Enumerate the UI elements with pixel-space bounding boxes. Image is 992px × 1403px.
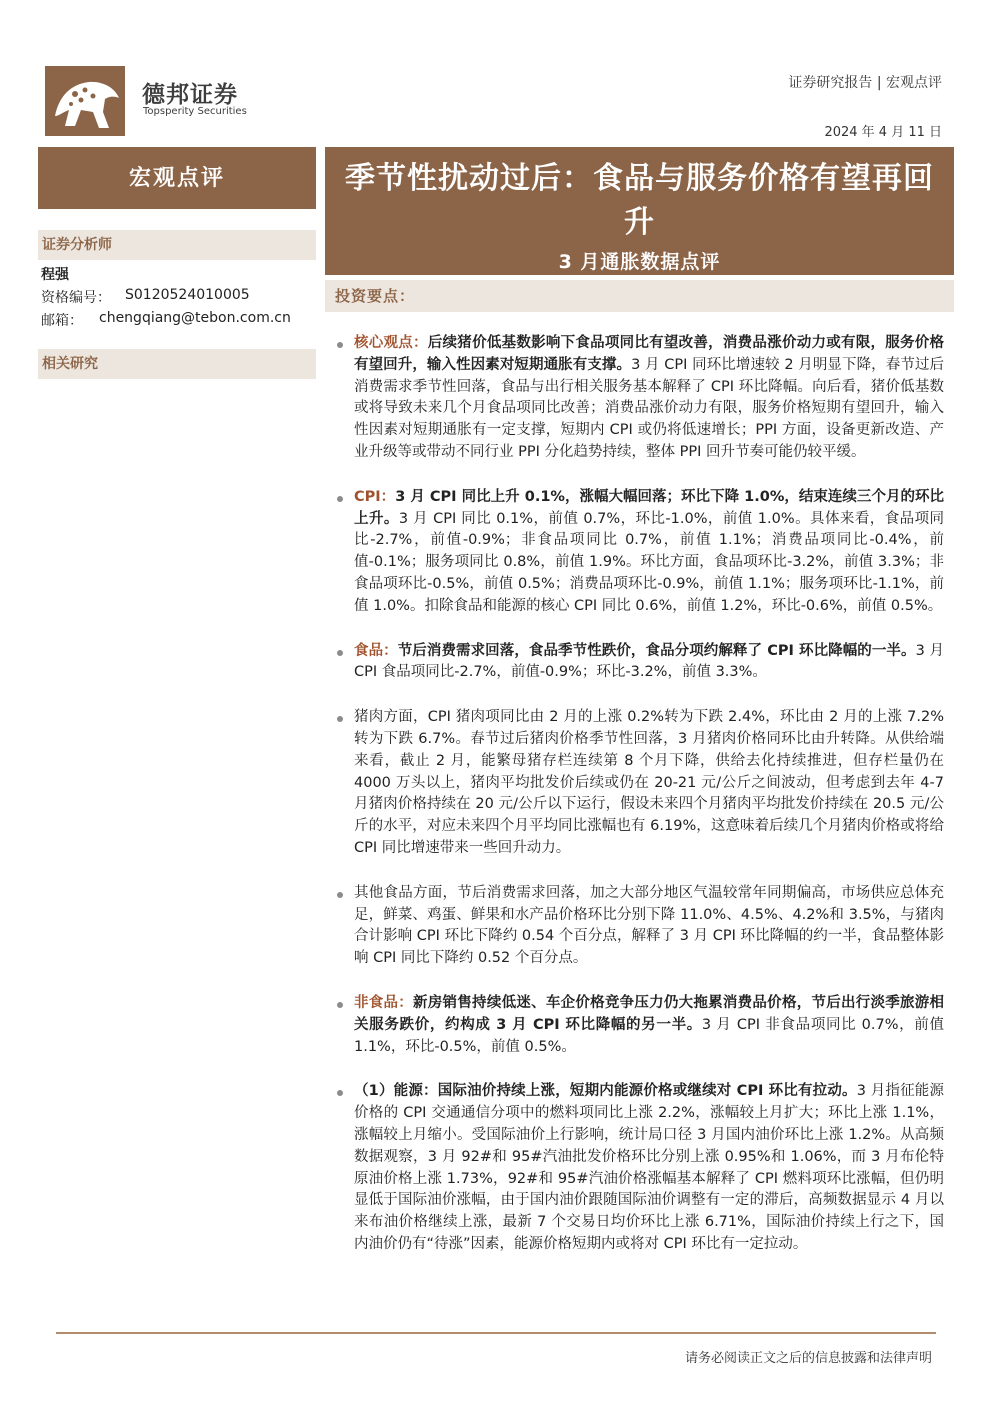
brand-english-name: Topsperity Securities xyxy=(143,106,247,117)
bullet-icon xyxy=(337,1002,343,1008)
bullet-icon xyxy=(337,1090,343,1096)
paragraph-lead: 3 月 CPI 同比上升 0.1%，涨幅大幅回落；环比下降 1.0%，结束连续三个月的环比上升。 xyxy=(354,488,944,527)
paragraph-other-food xyxy=(337,883,944,970)
bullet-icon xyxy=(337,650,343,656)
paragraph-text: 猪肉方面，CPI 猪肉项同比由 2 月的上涨 0.2%转为下跌 2.4%，环比由 2 月的上涨 7.2%转为下跌 6.7%。春节过后猪肉价格季节性回落，3 月猪肉价格同环比由升转降。从供给端来看，截止 2 月，能繁母猪存栏连续第 8 个月下降，供给去化持续推进，但存栏量仍在 4000 万头以上，猪肉平均批发价后续或仍在 20-21 元/公斤之间波动，但考虑到去年 4-7 月猪肉价格持续在 20 元/公斤以下运行，假设未来四个月猪肉平均批发价持续在 20.5 元/公斤的水平，对应未来四个月平均同比涨幅也有 6.19%，这意味着后续几个月猪肉价格或将给 CPI 同比增速带来一些回升动力。 xyxy=(354,709,944,856)
footer-divider xyxy=(56,1332,936,1334)
paragraph-non-food xyxy=(337,993,944,1058)
license-value: S0120524010005 xyxy=(125,287,250,303)
paragraph-label: 核心观点： xyxy=(354,335,428,351)
bullet-icon xyxy=(337,716,343,722)
report-title: 季节性扰动过后：食品与服务价格有望再回升 xyxy=(345,161,934,240)
tebon-logo xyxy=(45,66,125,136)
bullet-icon xyxy=(337,892,343,898)
title-banner xyxy=(325,147,954,275)
key-points-header: 投资要点： xyxy=(325,280,954,312)
bullet-icon xyxy=(337,342,343,348)
paragraph-core-view xyxy=(337,333,944,464)
email-link[interactable]: chengqiang@tebon.com.cn xyxy=(99,310,291,326)
paragraph-cpi xyxy=(337,487,944,618)
paragraph-text: 3 月 CPI 食品项同比-2.7%，前值-0.9%；环比-3.2%，前值 3.3%。 xyxy=(354,642,945,681)
license-row xyxy=(41,287,250,307)
analyst-name: 程强 xyxy=(41,267,69,283)
document-type: 证券研究报告 | 宏观点评 xyxy=(788,75,942,91)
paragraph-text: 3 月 CPI 非食品项同比 0.7%，前值 1.1%，环比-0.5%，前值 0.5%。 xyxy=(354,1016,944,1055)
paragraph-food xyxy=(337,641,944,685)
license-label: 资格编号： xyxy=(41,290,111,306)
paragraph-lead: （1）能源：国际油价持续上涨，短期内能源价格或继续对 CPI 环比有拉动。 xyxy=(354,1083,857,1100)
paragraph-text: 3 月 CPI 同环比增速较 2 月明显下降，春节过后消费需求季节性回落，食品与出行相关服务基本解释了 CPI 环比降幅。向后看，猪价低基数或将导致未来几个月食品项同比改善；消费品涨价动力有限，服务价格短期有望回升，输入性因素对短期通胀有一定支撑，短期内 CPI 或仍将低速增长；PPI 方面，设备更新改造、产业升级等或带动不同行业 PPI 分化趋势持续，整体 PPI 回升节奏可能仍较平缓。 xyxy=(354,356,945,460)
paragraph-text: 其他食品方面，节后消费需求回落，加之大部分地区气温较常年同期偏高，市场供应总体充足，鲜菜、鸡蛋、鲜果和水产品价格环比分别下降 11.0%、4.5%、4.2%和 3.5%，与猪肉合计影响 CPI 环比下降约 0.54 个百分点，解释了 3 月 CPI 环比降幅的约一半，食品整体影响 CPI 同比下降约 0.52 个百分点。 xyxy=(354,884,944,967)
paragraph-lead: 新房销售持续低迷、车企价格竞争压力仍大拖累消费品价格，节后出行淡季旅游相关服务跌价，约构成 3 月 CPI 环比降幅的另一半。 xyxy=(354,994,945,1033)
paragraph-pork xyxy=(337,707,944,860)
footer-disclaimer: 请务必阅读正文之后的信息披露和法律声明 xyxy=(684,1351,932,1366)
paragraph-label: 非食品： xyxy=(354,994,414,1011)
category-banner: 宏观点评 xyxy=(38,147,316,209)
paragraph-text: 3 月指征能源价格的 CPI 交通通信分项中的燃料项同比上涨 2.2%，涨幅较上月扩大；环比上涨 1.1%，涨幅较上月缩小。受国际油价上行影响，统计局口径 3 月国内油价环比上涨 1.2%。从高频数据观察，3 月 92#和 95#汽油批发价格环比分别上涨 0.95%和 1.06%，而 3 月布伦特原油价格上涨 1.73%，92#和 95#汽油价格涨幅基本解释了 CPI 燃料项环比涨幅，但仍明显低于国际油价涨幅，由于国内油价跟随国际油价调整有一定的滞后，高频数据显示 4 月以来布油价格继续上涨，最新 7 个交易日均价环比上涨 6.71%，国际油价持续上行之下，国内油价仍有“待涨”因素，能源价格短期内或将对 CPI 环比有一定拉动。 xyxy=(354,1083,944,1252)
paragraph-energy xyxy=(337,1081,944,1255)
report-date: 2024 年 4 月 11 日 xyxy=(824,125,942,140)
paragraph-lead: 节后消费需求回落，食品季节性跌价，食品分项约解释了 CPI 环比降幅的一半。 xyxy=(397,642,916,659)
paragraph-text: 3 月 CPI 同比 0.1%，前值 0.7%，环比-1.0%，前值 1.0%。具体来看，食品项同比-2.7%，前值-0.9%；非食品项同比 0.7%，前值 1.1%；消费品项同比-0.4%，前值-0.1%；服务项同比 0.8%，前值 1.9%。环比方面，食品项环比-3.2%，前值 3.3%；非食品项环比-0.5%，前值 0.5%；消费品项环比-0.9%，前值 1.1%；服务项环比-1.1%，前值 1.0%。扣除食品和能源的核心 CPI 同比 0.6%，前值 1.2%，环比-0.6%，前值 0.5%。 xyxy=(354,510,945,614)
brand-name: 德邦证券 xyxy=(142,82,238,108)
analyst-header: 证券分析师 xyxy=(38,230,316,260)
paragraph-lead: 后续猪价低基数影响下食品项同比有望改善，消费品涨价动力或有限，服务价格有望回升，输入性因素对短期通胀有支撑。 xyxy=(354,335,945,373)
email-label: 邮箱： xyxy=(41,313,83,329)
bullet-icon xyxy=(337,496,343,502)
paragraph-label: 食品： xyxy=(354,642,398,659)
report-subtitle: 3 月通胀数据点评 xyxy=(558,251,721,273)
email-row xyxy=(41,310,291,330)
paragraph-label: CPI： xyxy=(354,488,396,505)
related-research-header: 相关研究 xyxy=(38,349,316,379)
report-body xyxy=(337,333,944,1279)
